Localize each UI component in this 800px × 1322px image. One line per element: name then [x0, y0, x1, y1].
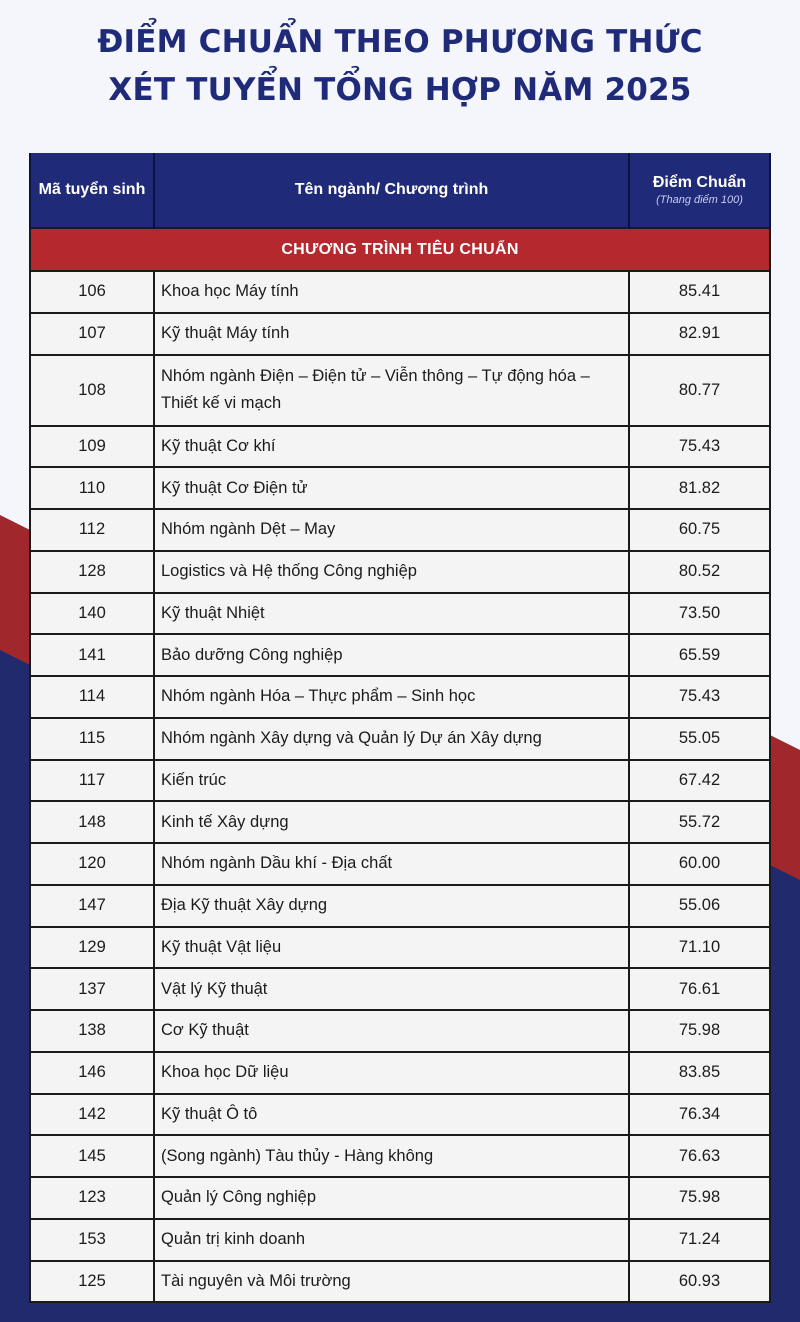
- row-code: 112: [30, 509, 154, 551]
- table-header-row: [30, 153, 770, 228]
- row-score: 55.06: [629, 885, 770, 927]
- row-code: 138: [30, 1010, 154, 1052]
- table-row: [30, 760, 770, 802]
- row-score: 76.63: [629, 1135, 770, 1177]
- row-score: 65.59: [629, 634, 770, 676]
- row-name: Vật lý Kỹ thuật: [154, 968, 629, 1010]
- row-code: 115: [30, 718, 154, 760]
- row-code: 109: [30, 426, 154, 468]
- table-row: [30, 467, 770, 509]
- row-code: 142: [30, 1094, 154, 1136]
- row-score: 85.41: [629, 271, 770, 313]
- table-row: [30, 313, 770, 355]
- row-code: 153: [30, 1219, 154, 1261]
- row-code: 110: [30, 467, 154, 509]
- row-code: 140: [30, 593, 154, 635]
- row-score: 76.34: [629, 1094, 770, 1136]
- row-name: Kỹ thuật Cơ Điện tử: [154, 467, 629, 509]
- row-code: 141: [30, 634, 154, 676]
- row-score: 83.85: [629, 1052, 770, 1094]
- row-name: Quản lý Công nghiệp: [154, 1177, 629, 1219]
- table-row: [30, 509, 770, 551]
- table-row: [30, 426, 770, 468]
- row-score: 80.77: [629, 355, 770, 426]
- header-name-label: Tên ngành/ Chương trình: [294, 181, 489, 198]
- table-row: [30, 1094, 770, 1136]
- table-row: [30, 676, 770, 718]
- row-name: Kinh tế Xây dựng: [154, 801, 629, 843]
- row-code: 137: [30, 968, 154, 1010]
- row-code: 125: [30, 1261, 154, 1303]
- section-label: CHƯƠNG TRÌNH TIÊU CHUẨN: [30, 228, 770, 271]
- table-row: [30, 968, 770, 1010]
- row-name: Nhóm ngành Xây dựng và Quản lý Dự án Xây dựng: [154, 718, 629, 760]
- row-name: Logistics và Hệ thống Công nghiệp: [154, 551, 629, 593]
- row-name: Kỹ thuật Vật liệu: [154, 927, 629, 969]
- section-row: [30, 228, 770, 271]
- row-code: 148: [30, 801, 154, 843]
- row-name: Kỹ thuật Nhiệt: [154, 593, 629, 635]
- row-name: Cơ Kỹ thuật: [154, 1010, 629, 1052]
- table-row: [30, 1177, 770, 1219]
- row-name: Kỹ thuật Cơ khí: [154, 426, 629, 468]
- row-score: 60.93: [629, 1261, 770, 1303]
- row-code: 123: [30, 1177, 154, 1219]
- header-name: [154, 153, 629, 228]
- table-row: [30, 1052, 770, 1094]
- table-row: [30, 1261, 770, 1303]
- title-line-2: XÉT TUYỂN TỔNG HỢP NĂM 2025: [108, 72, 692, 108]
- table-row: [30, 593, 770, 635]
- row-name: Quản trị kinh doanh: [154, 1219, 629, 1261]
- table-row: [30, 927, 770, 969]
- table-row: [30, 551, 770, 593]
- row-score: 82.91: [629, 313, 770, 355]
- row-score: 71.10: [629, 927, 770, 969]
- table-row: [30, 843, 770, 885]
- row-score: 75.98: [629, 1177, 770, 1219]
- row-score: 80.52: [629, 551, 770, 593]
- row-code: 114: [30, 676, 154, 718]
- row-name: Khoa học Dữ liệu: [154, 1052, 629, 1094]
- table-row: [30, 1219, 770, 1261]
- row-code: 145: [30, 1135, 154, 1177]
- header-score-label: Điểm Chuẩn: [652, 174, 747, 191]
- row-code: 108: [30, 355, 154, 426]
- row-code: 146: [30, 1052, 154, 1094]
- row-score: 60.75: [629, 509, 770, 551]
- table-row: [30, 801, 770, 843]
- row-score: 81.82: [629, 467, 770, 509]
- header-code: [30, 153, 154, 228]
- table-row: [30, 1010, 770, 1052]
- table-row: [30, 718, 770, 760]
- row-score: 76.61: [629, 968, 770, 1010]
- title-line-1: ĐIỂM CHUẨN THEO PHƯƠNG THỨC: [97, 24, 703, 60]
- row-name: Nhóm ngành Điện – Điện tử – Viễn thông – Tự động hóa – Thiết kế vi mạch: [154, 355, 629, 426]
- row-name: Nhóm ngành Dệt – May: [154, 509, 629, 551]
- row-score: 67.42: [629, 760, 770, 802]
- row-name: Kỹ thuật Máy tính: [154, 313, 629, 355]
- row-score: 55.05: [629, 718, 770, 760]
- row-name: Bảo dưỡng Công nghiệp: [154, 634, 629, 676]
- row-name: (Song ngành) Tàu thủy - Hàng không: [154, 1135, 629, 1177]
- row-name: Khoa học Máy tính: [154, 271, 629, 313]
- table-row: [30, 355, 770, 426]
- row-name: Kiến trúc: [154, 760, 629, 802]
- row-name: Kỹ thuật Ô tô: [154, 1094, 629, 1136]
- row-score: 60.00: [629, 843, 770, 885]
- row-score: 75.43: [629, 426, 770, 468]
- header-code-label: Mã tuyển sinh: [38, 181, 146, 198]
- row-code: 120: [30, 843, 154, 885]
- page-title: [0, 18, 800, 114]
- row-name: Địa Kỹ thuật Xây dựng: [154, 885, 629, 927]
- row-name: Nhóm ngành Hóa – Thực phẩm – Sinh học: [154, 676, 629, 718]
- row-score: 75.43: [629, 676, 770, 718]
- row-code: 117: [30, 760, 154, 802]
- row-name: Tài nguyên và Môi trường: [154, 1261, 629, 1303]
- table-row: [30, 634, 770, 676]
- header-score: [629, 153, 770, 228]
- row-score: 73.50: [629, 593, 770, 635]
- row-code: 128: [30, 551, 154, 593]
- table-row: [30, 271, 770, 313]
- row-score: 75.98: [629, 1010, 770, 1052]
- row-code: 107: [30, 313, 154, 355]
- header-score-note: (Thang điểm 100): [656, 194, 743, 206]
- row-score: 55.72: [629, 801, 770, 843]
- row-code: 147: [30, 885, 154, 927]
- table-row: [30, 1135, 770, 1177]
- row-score: 71.24: [629, 1219, 770, 1261]
- row-code: 106: [30, 271, 154, 313]
- score-table: [29, 153, 769, 1303]
- row-name: Nhóm ngành Dầu khí - Địa chất: [154, 843, 629, 885]
- table-row: [30, 885, 770, 927]
- row-code: 129: [30, 927, 154, 969]
